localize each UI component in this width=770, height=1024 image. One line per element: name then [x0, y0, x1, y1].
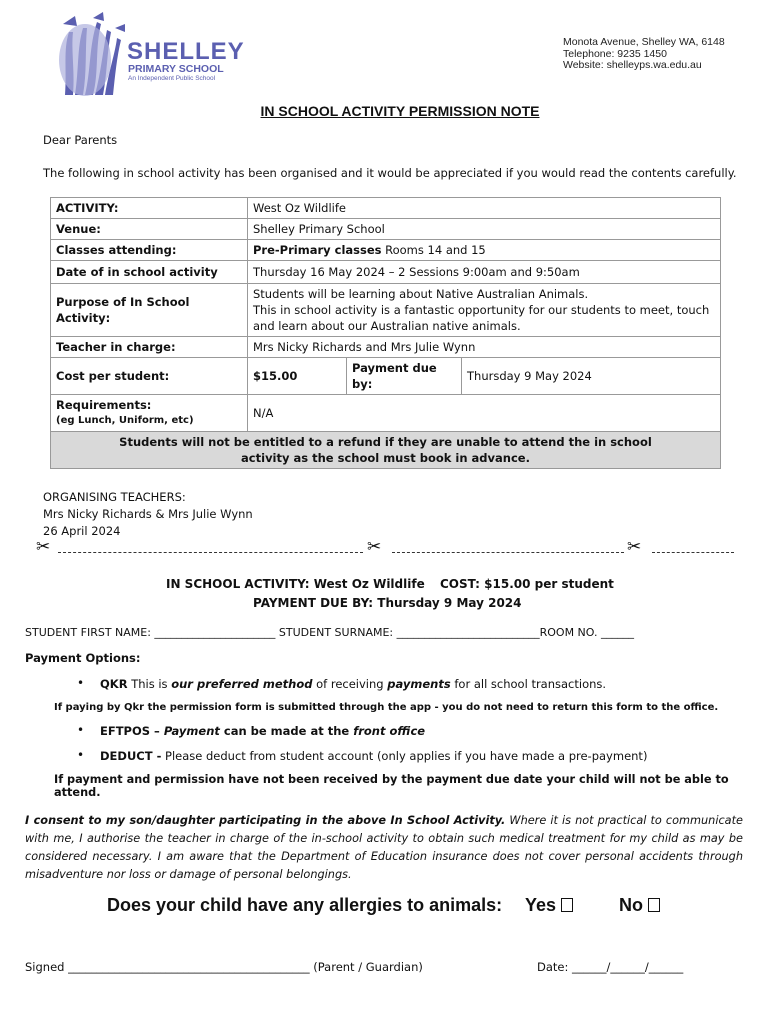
table-row	[51, 261, 721, 284]
qkr-text: for all school transactions.	[450, 677, 607, 691]
scissors-icon: ✂	[367, 537, 382, 557]
eftpos-text: can be made at the	[219, 724, 354, 738]
cost-value: $15.00	[248, 358, 347, 395]
table-row	[51, 284, 721, 337]
classes-label: Classes attending:	[51, 240, 248, 261]
student-details-line: STUDENT FIRST NAME: ______________________ STUDENT SURNAME: __________________________ROOM NO. ______	[25, 626, 634, 639]
slip-cost: COST: $15.00 per student	[440, 577, 614, 591]
school-subtitle: PRIMARY SCHOOL	[128, 63, 224, 75]
scissors-icon: ✂	[36, 537, 51, 557]
purpose-value	[248, 284, 721, 337]
purpose-label: Purpose of In School Activity:	[51, 284, 248, 337]
payment-due-value: Thursday 9 May 2024	[462, 358, 721, 395]
signature-line[interactable]: Signed __________________________________________ (Parent / Guardian)	[25, 960, 423, 974]
eftpos-emphasis: Payment	[163, 724, 220, 738]
deduct-option	[100, 749, 647, 763]
school-telephone: Telephone: 9235 1450	[563, 47, 667, 60]
qkr-text: of receiving	[312, 677, 388, 691]
no-checkbox[interactable]	[648, 898, 660, 912]
qkr-text: This is	[127, 677, 172, 691]
eftpos-label: EFTPOS	[100, 724, 151, 738]
slip-payment-due: PAYMENT DUE BY: Thursday 9 May 2024	[253, 596, 522, 610]
classes-value-bold: Pre-Primary classes	[253, 243, 382, 257]
allergy-question: Does your child have any allergies to animals:	[107, 895, 503, 915]
school-contact	[563, 37, 725, 72]
venue-value: Shelley Primary School	[248, 219, 721, 240]
eftpos-option	[100, 724, 425, 738]
payment-due-label: Payment due by:	[347, 358, 462, 395]
qkr-emphasis: payments	[387, 677, 451, 691]
school-logo	[55, 10, 245, 100]
page-title: IN SCHOOL ACTIVITY PERMISSION NOTE	[260, 103, 540, 119]
organisers-heading: ORGANISING TEACHERS:	[43, 490, 186, 504]
consent-bold: I consent to my son/daughter participating in the above In School Activity.	[25, 814, 506, 827]
deduct-text: Please deduct from student account (only applies if you have made a pre-payment)	[161, 749, 648, 763]
table-row	[51, 198, 721, 219]
activity-table	[50, 197, 721, 469]
purpose-line-2: This in school activity is a fantastic opportunity for our students to meet, touch and learn about our Australian native animals.	[253, 303, 710, 333]
greeting: Dear Parents	[43, 133, 118, 147]
cut-line	[652, 552, 734, 553]
table-row	[51, 395, 721, 432]
activity-value: West Oz Wildlife	[248, 198, 721, 219]
date-field[interactable]: Date: ______/______/______	[537, 960, 684, 974]
organisers-names: Mrs Nicky Richards & Mrs Julie Wynn	[43, 507, 253, 521]
table-row	[51, 358, 721, 395]
classes-value-rest: Rooms 14 and 15	[381, 243, 486, 257]
refund-notice	[51, 432, 721, 469]
bullet-icon: •	[77, 676, 85, 690]
allergy-yes[interactable]	[525, 895, 573, 916]
table-row	[51, 432, 721, 469]
activity-label: ACTIVITY:	[51, 198, 248, 219]
refund-line-1: Students will not be entitled to a refund if they are unable to attend the in school	[119, 435, 652, 449]
qkr-label: QKR	[100, 677, 128, 691]
deduct-label: DEDUCT -	[100, 749, 162, 763]
requirements-label	[51, 395, 248, 432]
requirements-heading: Requirements:	[56, 398, 152, 412]
school-tagline: An Independent Public School	[128, 75, 216, 82]
school-name: SHELLEY	[127, 38, 245, 65]
eftpos-dash: –	[150, 724, 164, 738]
table-row	[51, 240, 721, 261]
yes-checkbox[interactable]	[561, 898, 573, 912]
intro-text: The following in school activity has been organised and it would be appreciated if you would read the contents carefully.	[43, 166, 737, 180]
requirements-value: N/A	[248, 395, 721, 432]
qkr-note: If paying by Qkr the permission form is submitted through the app - you do not need to return this form to the office.	[54, 702, 719, 713]
venue-label: Venue:	[51, 219, 248, 240]
bullet-icon: •	[77, 748, 85, 762]
qkr-emphasis: our preferred method	[171, 677, 313, 691]
teacher-label: Teacher in charge:	[51, 337, 248, 358]
school-website: Website: shelleyps.wa.edu.au	[563, 59, 702, 71]
qkr-option	[100, 677, 606, 691]
school-address: Monota Avenue, Shelley WA, 6148	[563, 36, 725, 48]
eftpos-emphasis: front office	[353, 724, 426, 738]
slip-activity: IN SCHOOL ACTIVITY: West Oz Wildlife	[166, 577, 425, 591]
table-row	[51, 337, 721, 358]
allergy-no[interactable]	[619, 895, 660, 916]
date-value: Thursday 16 May 2024 – 2 Sessions 9:00am and 9:50am	[248, 261, 721, 284]
organisers-date: 26 April 2024	[43, 524, 121, 538]
cost-label: Cost per student:	[51, 358, 248, 395]
scissors-icon: ✂	[627, 537, 642, 557]
allergy-no-label: No	[619, 895, 643, 915]
consent-text	[25, 812, 743, 884]
refund-line-2: activity as the school must book in advance.	[241, 451, 530, 465]
date-label: Date of in school activity	[51, 261, 248, 284]
purpose-line-1: Students will be learning about Native Australian Animals.	[253, 287, 589, 301]
payment-warning: If payment and permission have not been received by the payment due date your child will not be able to attend.	[54, 773, 729, 799]
teacher-value: Mrs Nicky Richards and Mrs Julie Wynn	[248, 337, 721, 358]
cut-line	[392, 552, 624, 553]
consent-rest: Where it is not practical to communicate with me, I authorise the teacher in charge of the in-school activity to obtain such medical treatment for my child as may be considered necessary. I am aware that the Department of Education insurance does not cover personal accidents through misadventure nor loss or damage of personal belongings.	[25, 814, 743, 881]
bullet-icon: •	[77, 723, 85, 737]
requirements-sub: (eg Lunch, Uniform, etc)	[56, 415, 194, 426]
organising-teachers	[43, 489, 253, 540]
table-row	[51, 219, 721, 240]
cut-line	[58, 552, 363, 553]
payment-options-heading: Payment Options:	[25, 651, 141, 665]
allergy-yes-label: Yes	[525, 895, 557, 915]
classes-value	[248, 240, 721, 261]
